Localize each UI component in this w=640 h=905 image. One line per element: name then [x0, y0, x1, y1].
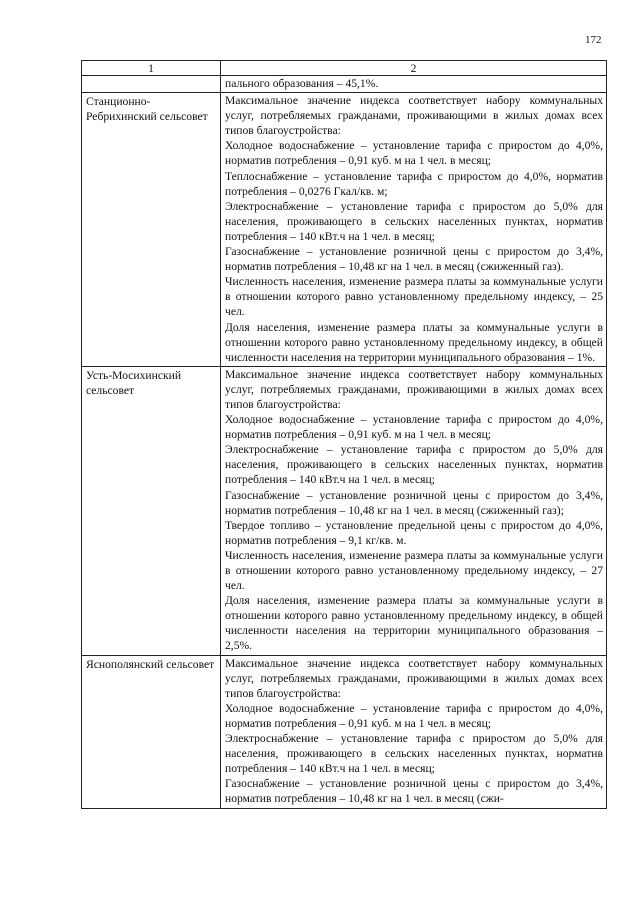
table-row	[82, 655, 607, 808]
page-number: 172	[585, 34, 602, 46]
paragraph: Численность населения, изменение размера платы за коммунальные услуги в отношении которого равно установленному предельному индексу, – 25 чел.	[225, 275, 603, 319]
municipality-name: Яснополянский сельсовет	[82, 655, 221, 808]
paragraph: Максимальное значение индекса соответствует набору коммунальных услуг, потребляемых гражданами, проживающими в жилых домах всех типов благоустройства:	[225, 367, 603, 411]
paragraph: Максимальное значение индекса соответствует набору коммунальных услуг, потребляемых гражданами, проживающими в жилых домах всех типов благоустройства:	[225, 656, 603, 700]
paragraph: Твердое топливо – установление предельной цены с приростом до 4,0%, норматив потребления – 9,1 кг/кв. м.	[225, 518, 603, 547]
column-header-2: 2	[221, 61, 607, 76]
paragraph: Газоснабжение – установление розничной цены с приростом до 3,4%, норматив потребления – 10,48 кг на 1 чел. в месяц (сжиженный газ);	[225, 488, 603, 517]
continuation-text: пального образования – 45,1%.	[221, 76, 607, 93]
continuation-row	[82, 76, 607, 93]
paragraph: Доля населения, изменение размера платы за коммунальные услуги в отношении которого равно установленному предельному индексу, в общей численности населения на территории муниципального образования – 2,5%.	[225, 594, 603, 653]
paragraph: Максимальное значение индекса соответствует набору коммунальных услуг, потребляемых гражданами, проживающими в жилых домах всех типов благоустройства:	[225, 94, 603, 138]
paragraph: Численность населения, изменение размера платы за коммунальные услуги в отношении которого равно установленному предельному индексу, – 27 чел.	[225, 548, 603, 593]
municipality-description	[221, 93, 607, 367]
paragraph: Теплоснабжение – установление тарифа с приростом до 4,0%, норматив потребления – 0,0276 Гкал/кв. м;	[225, 169, 603, 198]
column-header-1: 1	[82, 61, 221, 76]
paragraph: Доля населения, изменение размера платы за коммунальные услуги в отношении которого равно установленному предельному индексу, в общей численности населения на территории муниципального образования – 1%.	[225, 320, 603, 364]
table-row	[82, 93, 607, 367]
paragraph: Газоснабжение – установление розничной цены с приростом до 3,4%, норматив потребления – 10,48 кг на 1 чел. в месяц (сжиженный газ).	[225, 245, 603, 274]
paragraph: Электроснабжение – установление тарифа с приростом до 5,0% для населения, проживающего в сельских населенных пунктах, норматив потребления – 140 кВт.ч на 1 чел. в месяц;	[225, 732, 603, 776]
header-row	[82, 61, 607, 76]
municipality-name: Усть-Мосихинский сельсовет	[82, 366, 221, 655]
paragraph: Электроснабжение – установление тарифа с приростом до 5,0% для населения, проживающего в сельских населенных пунктах, норматив потребления – 140 кВт.ч на 1 чел. в месяц;	[225, 199, 603, 243]
table-row	[82, 366, 607, 655]
municipality-description	[221, 366, 607, 655]
continuation-name-cell	[82, 76, 221, 93]
municipality-name: Станционно-Ребрихинский сельсовет	[82, 93, 221, 367]
paragraph: Газоснабжение – установление розничной цены с приростом до 3,4%, норматив потребления – 10,48 кг на 1 чел. в месяц (сжи-	[225, 777, 603, 806]
municipality-description	[221, 655, 607, 808]
paragraph: Холодное водоснабжение – установление тарифа с приростом до 4,0%, норматив потребления – 0,91 куб. м на 1 чел. в месяц;	[225, 701, 603, 730]
paragraph: Холодное водоснабжение – установление тарифа с приростом до 4,0%, норматив потребления – 0,91 куб. м на 1 чел. в месяц;	[225, 139, 603, 168]
paragraph: Холодное водоснабжение – установление тарифа с приростом до 4,0%, норматив потребления – 0,91 куб. м на 1 чел. в месяц;	[225, 413, 603, 442]
paragraph: Электроснабжение – установление тарифа с приростом до 5,0% для населения, проживающего в сельских населенных пунктах, норматив потребления – 140 кВт.ч на 1 чел. в месяц;	[225, 443, 603, 487]
services-index-table	[81, 60, 607, 809]
